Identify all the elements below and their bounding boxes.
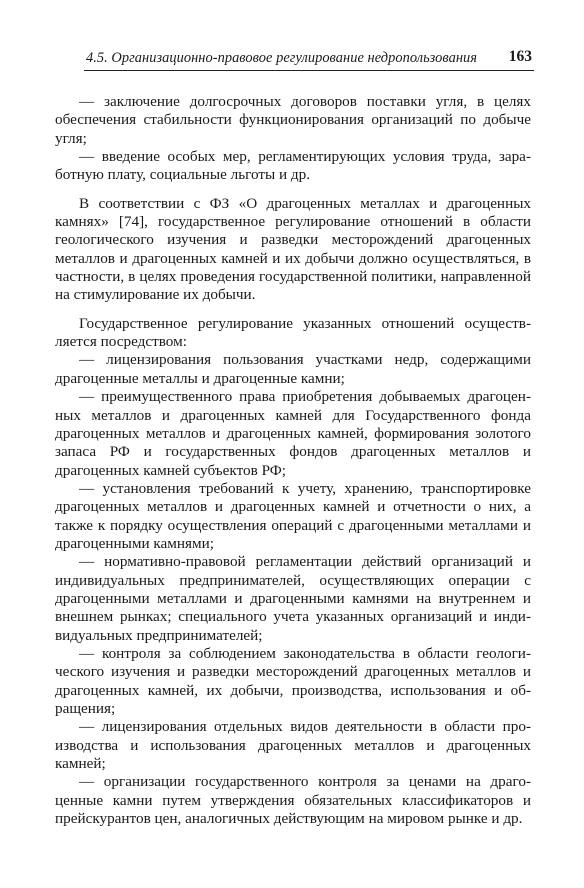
list-item-compliance-control: — контроля за соблюдением законодательства в области геологического изучения и разведки месторождений драгоценных металлов и драгоценных камней, их добычи, производства, использования и обращения; bbox=[55, 644, 531, 717]
list-item-price-control: — организации государственного контроля за ценами на драгоценные камни путем утверждения обязательных классификаторов и прейскурантов цен, аналогичных действующим на мировом рынке и др. bbox=[55, 773, 531, 828]
paragraph-federal-law: В соответствии с ФЗ «О драгоценных металлах и драгоценных камнях» [74], государственное регулирование отношений в области геологического изучения и разведки месторождений драгоценных металлов и драгоценных камней и их добычи должно осуществляться, в частности, в целях проведения государственной политики, направленной на стимулирование их добычи. bbox=[55, 194, 531, 304]
page-number: 163 bbox=[508, 48, 532, 65]
body-text bbox=[55, 93, 531, 828]
list-item-accounting-requirements: — установления требований к учету, хранению, транспортировке драгоценных металлов и драгоценных камней и отчетности о них, а также к порядку осуществления операций с драгоценными металлами и драгоценными камнями; bbox=[55, 479, 531, 552]
list-item-licensing-subsoil: — лицензирования пользования участками недр, содержащими драгоценные металлы и драгоценные камни; bbox=[55, 351, 531, 387]
paragraph-regulation-means: Государственное регулирование указанных отношений осуществляется посредством: bbox=[55, 314, 531, 351]
paragraph-special-measures: — введение особых мер, регламентирующих условия труда, заработную плату, социальные льготы и др. bbox=[55, 148, 531, 184]
paragraph-long-term-contracts: — заключение долгосрочных договоров поставки угля, в целях обеспечения стабильности функционирования организаций по добыче угля; bbox=[55, 93, 531, 147]
list-item-preemptive-right: — преимущественного права приобретения добываемых драгоценных металлов и драгоценных камней для Государственного фонда драгоценных металлов и драгоценных камней, формирования золотого запаса РФ и государственных фондов драгоценных металлов и драгоценных камней субъектов РФ; bbox=[55, 388, 531, 479]
list-item-regulatory-reglamentation: — нормативно-правовой регламентации действий организаций и индивидуальных предпринимателей, осуществляющих операции с драгоценными металлами и драгоценными камнями на внутреннем и внешнем рынках; специального учета указанных организаций и индивидуальных предпринимателей; bbox=[55, 553, 531, 644]
running-header bbox=[84, 44, 534, 71]
list-item-activity-licensing: — лицензирования отдельных видов деятельности в области производства и использования драгоценных металлов и драгоценных камней; bbox=[55, 718, 531, 773]
running-title: 4.5. Организационно-правовое регулирование недропользования bbox=[86, 50, 478, 66]
